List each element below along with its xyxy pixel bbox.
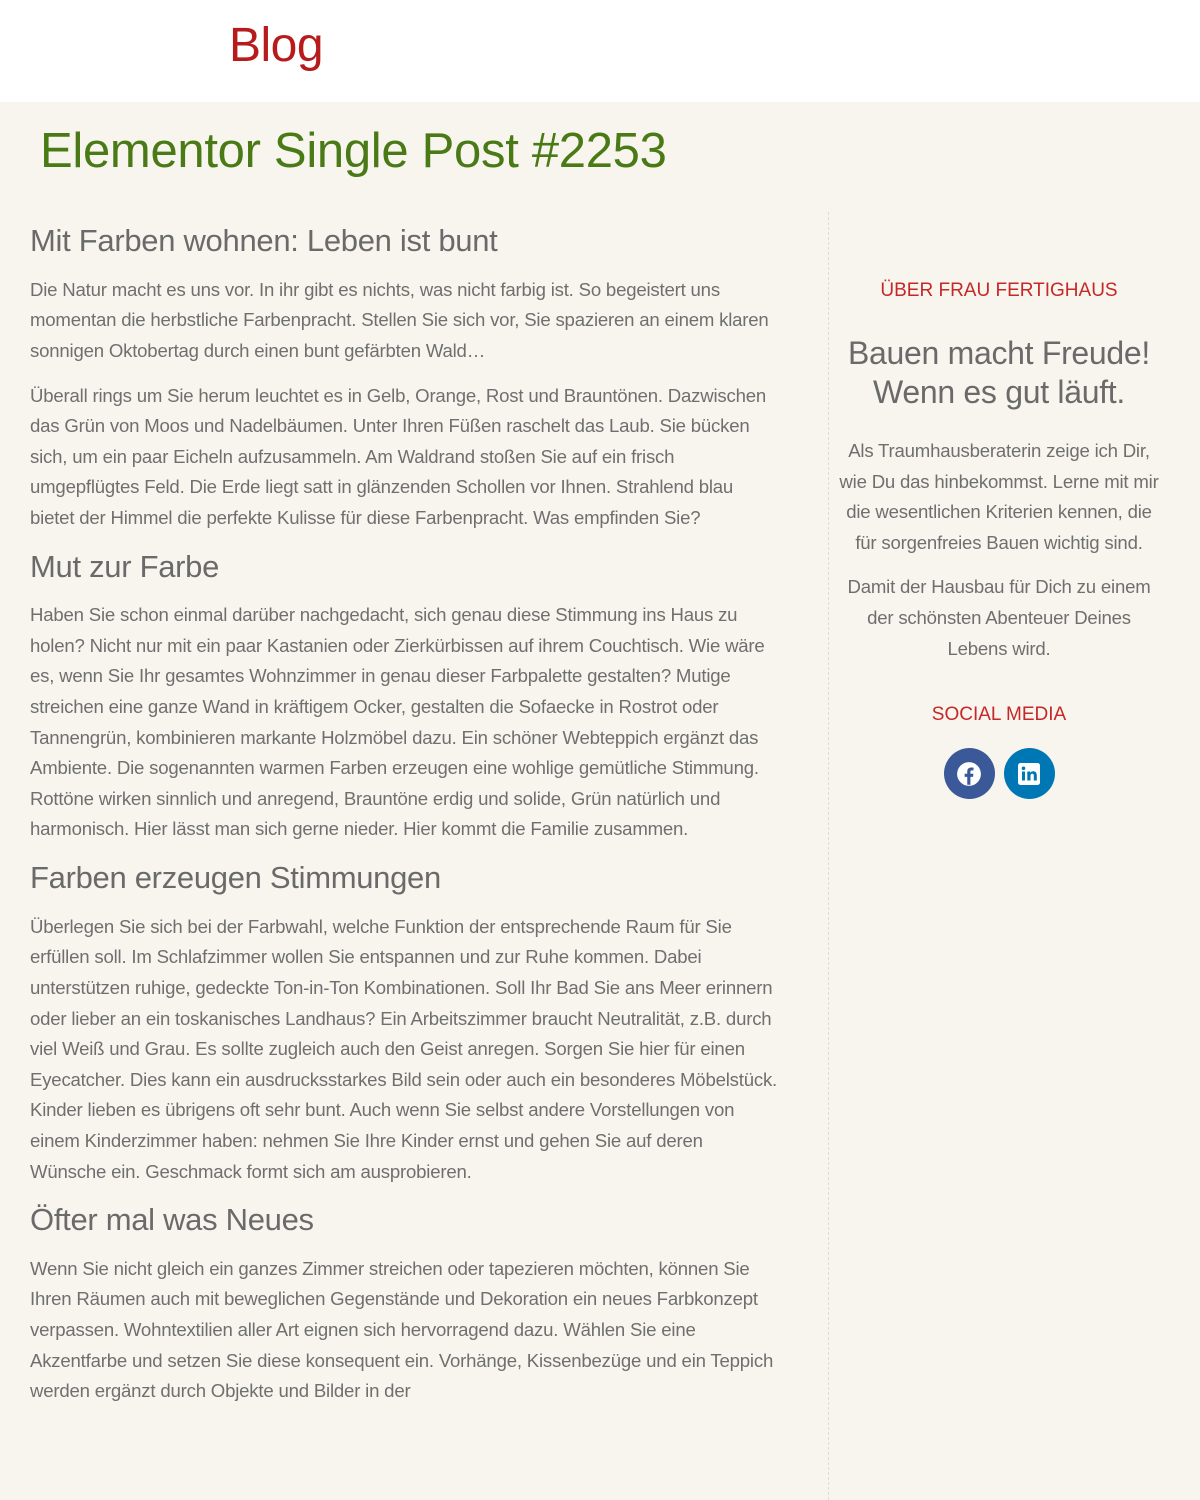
site-header [0, 0, 1200, 102]
article [30, 212, 782, 1421]
sidebar-title-line1: Bauen macht Freude! [847, 335, 1151, 371]
paragraph: Die Natur macht es uns vor. In ihr gibt es nichts, was nicht farbig ist. So begeistert uns momentan die herbstliche Farbenpracht. Stellen Sie sich vor, Sie spazieren an einem klaren sonnigen Oktobertag durch einen bunt gefärbten Wald… [30, 278, 769, 361]
page-title: Elementor Single Post #2253 [40, 124, 667, 178]
sidebar-text: Als Traumhausberaterin zeige ich Dir, wie Du das hinbekommst. Lerne mit mir die wesentlichen Kriterien kennen, die für sorgenfreies Bauen wichtig sind. [839, 440, 1159, 553]
paragraph: Überall rings um Sie herum leuchtet es in Gelb, Orange, Rost und Brauntönen. Dazwischen das Grün von Moos und Nadelbäumen. Unter Ihren Füßen raschelt das Laub. Sie bücken sich, um ein paar Eicheln aufzusammeln. Am Waldrand stoßen Sie auf ein frisch umgepflügtes Feld. Die Erde liegt satt in glänzenden Schollen vor Ihnen. Strahlend blau bietet der Himmel die perfekte Kulisse für diese Farbenpracht. Was empfinden Sie? [30, 384, 767, 528]
sidebar-title-line2: Wenn es gut läuft. [873, 374, 1125, 410]
column-divider [828, 212, 829, 1500]
section-heading: Öfter mal was Neues [30, 1202, 314, 1238]
paragraph: Überlegen Sie sich bei der Farbwahl, welche Funktion der entsprechende Raum für Sie erfüllen soll. Im Schlafzimmer wollen Sie entspannen und zur Ruhe kommen. Dabei unterstützen ruhige, gedeckte Ton-in-Ton Kombinationen. Soll Ihr Bad Sie ans Meer erinnern oder lieber an ein toskanisches Landhaus? Ein Arbeitszimmer braucht Neutralität, z.B. durch viel Weiß und Grau. Es sollte zugleich auch den Geist anregen. Sorgen Sie hier für einen Eyecatcher. Dies kann ein ausdrucksstarkes Bild sein oder auch ein besonderes Möbelstück. Kinder lieben es übrigens oft sehr bunt. Auch wenn Sie selbst andere Vorstellungen von einem Kinderzimmer haben: nehmen Sie Ihre Kinder ernst und gehen Sie auf deren Wünsche ein. Geschmack formt sich am ausprobieren. [30, 915, 778, 1182]
section-heading: Farben erzeugen Stimmungen [30, 860, 441, 895]
site-logo[interactable]: Blog [229, 19, 324, 72]
about-heading: ÜBER FRAU FERTIGHAUS [880, 280, 1118, 301]
paragraph: Wenn Sie nicht gleich ein ganzes Zimmer streichen oder tapezieren möchten, können Sie Ihren Räumen auch mit beweglichen Gegenstände und Dekoration ein neues Farbkonzept verpassen. Wohntextilien aller Art eignen sich hervorragend dazu. Wählen Sie eine Akzentfarbe und setzen Sie diese konsequent ein. Vorhänge, Kissenbezüge und ein Teppich werden ergänzt durch Objekte und Bilder in der [30, 1257, 774, 1402]
section-heading: Mut zur Farbe [30, 548, 220, 584]
content-area [0, 212, 1200, 1500]
linkedin-icon [1017, 762, 1041, 786]
facebook-icon [956, 761, 982, 787]
facebook-button[interactable] [944, 748, 995, 799]
social-icons [838, 748, 1160, 799]
linkedin-button[interactable] [1004, 748, 1055, 799]
sidebar [838, 212, 1160, 799]
sidebar-title [838, 334, 1160, 412]
sidebar-text: Damit der Hausbau für Dich zu einem der schönsten Abenteuer Deines Lebens wird. [847, 576, 1151, 659]
section-heading: Mit Farben wohnen: Leben ist bunt [30, 223, 498, 258]
paragraph: Haben Sie schon einmal darüber nachgedacht, sich genau diese Stimmung ins Haus zu holen? Nicht nur mit ein paar Kastanien oder Zierkürbissen auf ihrem Couchtisch. Wie wäre es, wenn Sie Ihr gesamtes Wohnzimmer in genau dieser Farbpalette gestalten? Mutige streichen eine ganze Wand in kräftigem Ocker, gestalten die Sofaecke in Rostrot oder Tannengrün, kombinieren markante Holzmöbel dazu. Ein schöner Webteppich ergänzt das Ambiente. Die sogenannten warmen Farben erzeugen eine wohlige gemütliche Stimmung. Rottöne wirken sinnlich und anregend, Brauntöne erdig und solide, Grün natürlich und harmonisch. Hier lässt man sich gerne nieder. Hier kommt die Familie zusammen. [30, 604, 765, 840]
social-heading: SOCIAL MEDIA [931, 704, 1067, 726]
